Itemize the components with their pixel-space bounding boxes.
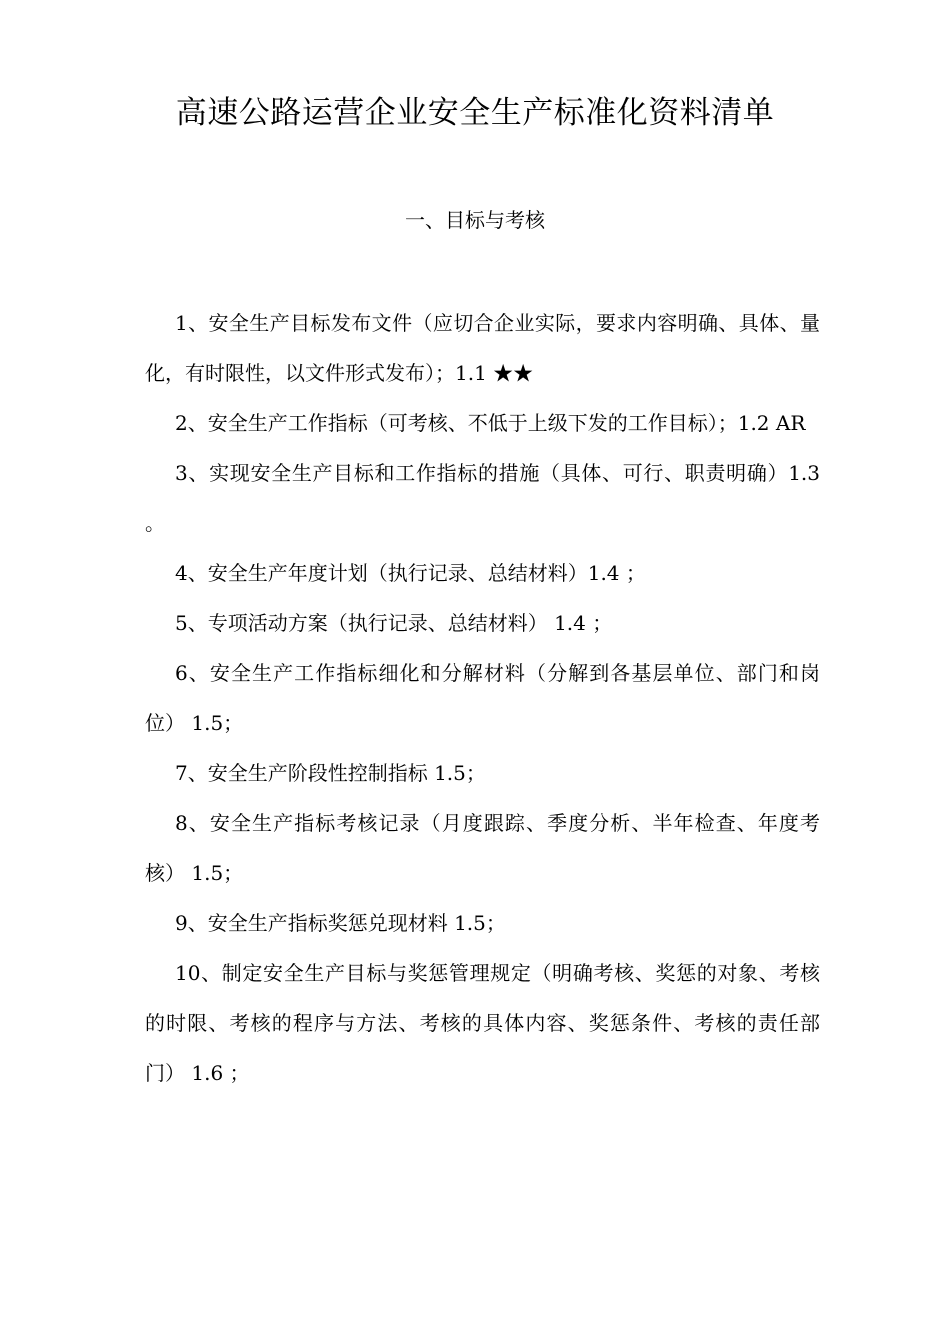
checklist-item: 3、实现安全生产目标和工作指标的措施（具体、可行、职责明确）1.3 。 — [145, 461, 820, 535]
document-title: 高速公路运营企业安全生产标准化资料清单 — [175, 95, 775, 131]
checklist-item: 1、安全生产目标发布文件（应切合企业实际，要求内容明确、具体、量化，有时限性，以文件形式发布）；1.1 ★★ — [145, 311, 820, 385]
checklist-item: 7、安全生产阶段性控制指标 1.5； — [175, 761, 486, 785]
checklist-item: 2、安全生产工作指标（可考核、不低于上级下发的工作目标）；1.2 AR — [175, 411, 806, 435]
checklist-item: 5、专项活动方案（执行记录、总结材料） 1.4 ； — [175, 611, 613, 635]
checklist-item: 6、安全生产工作指标细化和分解材料（分解到各基层单位、部门和岗位） 1.5； — [145, 661, 820, 735]
section-heading: 一、目标与考核 — [405, 208, 545, 232]
checklist-item: 9、安全生产指标奖惩兑现材料 1.5； — [175, 911, 506, 935]
checklist-item: 4、安全生产年度计划（执行记录、总结材料）1.4 ； — [175, 561, 646, 585]
checklist — [145, 298, 820, 1098]
checklist-item: 10、制定安全生产目标与奖惩管理规定（明确考核、奖惩的对象、考核的时限、考核的程序与方法、考核的具体内容、奖惩条件、考核的责任部门） 1.6 ； — [145, 961, 820, 1085]
checklist-item: 8、安全生产指标考核记录（月度跟踪、季度分析、半年检查、年度考核） 1.5； — [145, 811, 820, 885]
